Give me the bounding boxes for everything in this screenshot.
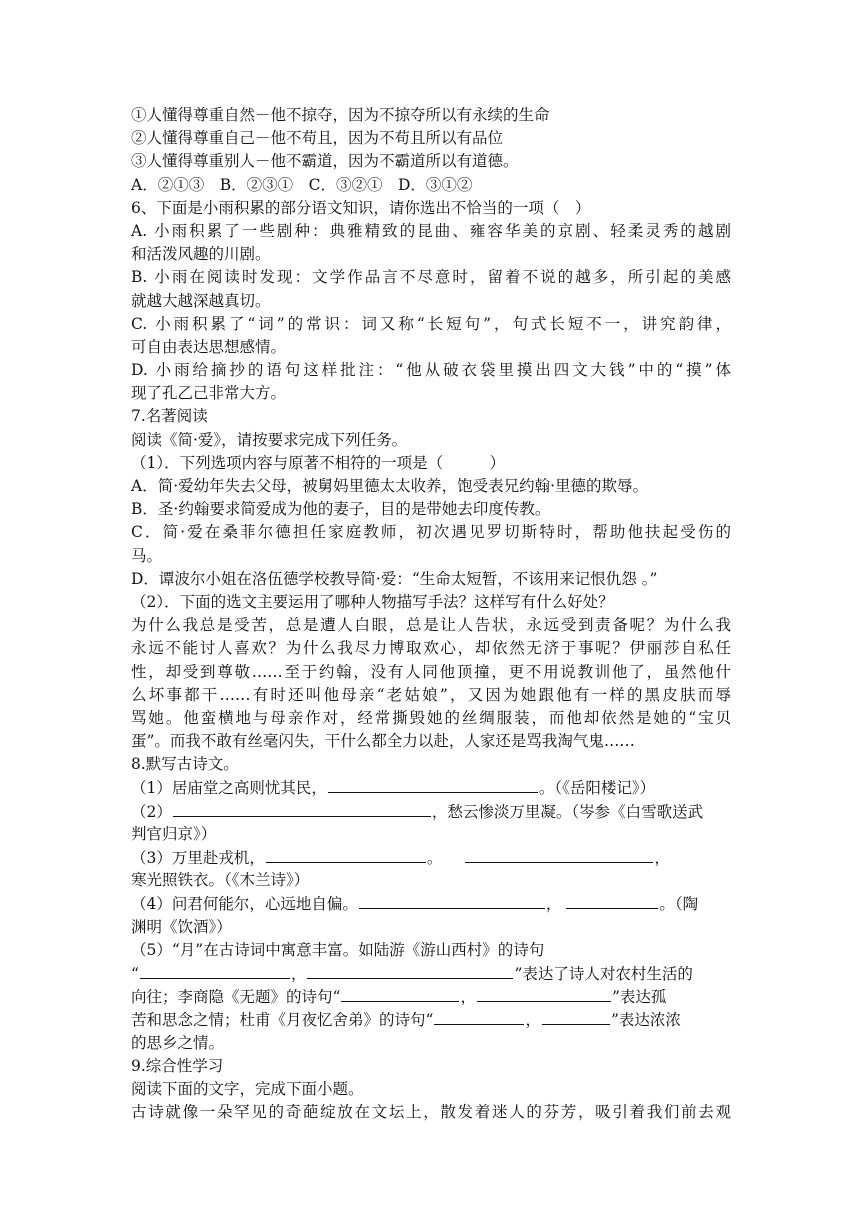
q7-passage-line: 蛋”。而我不敢有丝毫闪失，干什么都全力以赴，人家还是骂我淘气鬼……	[131, 732, 635, 751]
answer-blank[interactable]	[359, 892, 545, 909]
answer-blank[interactable]	[328, 776, 538, 793]
q8-item-5-line-3	[131, 985, 731, 1008]
q6-option-d-cont: 现了孔乙己非常大方。	[131, 384, 287, 403]
q7-passage-line: 永远不能讨人喜欢？为什么我尽力博取欢心，却依然无济于事呢？伊丽莎自私任	[131, 639, 731, 658]
q7-option-c: C．简·爱在桑菲尔德担任家庭教师，初次遇见罗切斯特时，帮助他扶起受伤的	[131, 523, 731, 542]
q6-stem: 6、下面是小雨积累的部分语文知识，请你选出不恰当的一项（ ）	[131, 198, 591, 217]
q8-item-2-source: 判官归京》）	[131, 824, 217, 843]
q7-passage-line: 骂她。他蛮横地与母亲作对，经常撕毁她的丝绸服装，而他却依然是她的“宝贝	[131, 708, 731, 727]
q9-text: 古诗就像一朵罕见的奇葩绽放在文坛上，散发着迷人的芬芳，吸引着我们前去观	[131, 1103, 731, 1122]
q8-item-3-text: （3）万里赴戎机，	[131, 849, 265, 867]
q8-item-2-label: （2）	[131, 802, 172, 821]
q6-option-b: B. 小雨在阅读时发现：文学作品言不尽意时，留着不说的越多，所引起的美感	[131, 268, 731, 287]
answer-blank[interactable]	[307, 962, 513, 979]
exam-page	[131, 104, 731, 1124]
q8-item-4	[131, 892, 731, 915]
answer-blank[interactable]	[566, 892, 658, 909]
q6-option-a-cont: 和活泼风趣的川剧。	[131, 245, 271, 264]
q8-item-1-text: （1）居庙堂之高则忧其民，	[131, 779, 327, 798]
q8-item-4-punct: ，	[545, 895, 562, 914]
q8-item-4-text: （4）问君何能尔，心远地自偏。	[131, 895, 358, 914]
q5-option-1: ①人懂得尊重自然－他不掠夺，因为不掠夺所以有永续的生命	[131, 106, 550, 124]
q8-item-3	[131, 846, 731, 869]
q8-item-4-source-cont: 渊明《饮酒》）	[131, 917, 232, 936]
q8-item-5: （5）“月”在古诗词中寓意丰富。如陆游《游山西村》的诗句	[131, 940, 545, 959]
q8-item-5-text-3: ”表达孤	[611, 988, 667, 1007]
q8-item-4-source: 。（陶	[659, 895, 699, 914]
q5-choices: A．②①③ B．②③① C．③②① D．③①②	[131, 175, 473, 194]
q8-item-5-comma: ，	[290, 964, 307, 983]
q9-intro: 阅读下面的文字，完成下面小题。	[131, 1079, 364, 1098]
q7-sub2: （2）．下面的选文主要运用了哪种人物描写手法？这样写有什么好处？	[131, 592, 614, 611]
q8-item-1-source: 。（《岳阳楼记》）	[538, 779, 656, 798]
q8-item-1	[131, 776, 731, 799]
q7-passage-line: 么坏事都干……有时还叫他母亲“老姑娘”，又因为她跟他有一样的黑皮肤而辱	[131, 685, 731, 704]
answer-blank[interactable]	[434, 1008, 524, 1025]
q8-item-2	[131, 800, 731, 823]
q8-item-5-text: ”表达了诗人对农村生活的	[514, 964, 693, 983]
q5-option-3: ③人懂得尊重别人－他不霸道，因为不霸道所以有道德。	[131, 152, 519, 171]
q9-title: 9.综合性学习	[131, 1056, 224, 1075]
q7-passage-line: 为什么我总是受苦，总是遭人白眼，总是让人告状，永远受到责备呢？为什么我	[131, 616, 731, 635]
answer-blank[interactable]	[140, 962, 290, 979]
q8-item-3-punct: 。	[426, 849, 443, 867]
q7-title: 7.名著阅读	[131, 407, 208, 426]
q8-item-5-text-2: 向往；李商隐《无题》的诗句“	[131, 988, 341, 1007]
answer-blank[interactable]	[173, 800, 431, 817]
answer-blank[interactable]	[477, 985, 611, 1002]
q8-item-3-cont: 寒光照铁衣。（《木兰诗》）	[131, 871, 310, 890]
q8-item-5-quote-open: “	[131, 964, 139, 983]
q7-option-d: D．谭波尔小姐在洛伍德学校教导简·爱：“生命太短暂，不该用来记恨仇怨 。”	[131, 569, 658, 588]
q8-item-5-comma-3: ，	[525, 1011, 541, 1030]
q8-item-5-comma-2: ，	[460, 988, 476, 1007]
q6-option-c: C. 小雨积累了“词”的常识：词又称“长短句”，句式长短不一，讲究韵律，	[131, 314, 731, 333]
q8-item-3-punct-2: ，	[654, 849, 670, 867]
answer-blank[interactable]	[465, 846, 653, 863]
q8-item-5-line-2	[131, 962, 731, 985]
answer-blank[interactable]	[542, 1008, 610, 1025]
q6-option-a: A. 小雨积累了一些剧种：典雅精致的昆曲、雍容华美的京剧、轻柔灵秀的越剧	[131, 221, 731, 240]
q6-option-b-cont: 就越大越深越真切。	[131, 291, 271, 310]
q7-option-c-cont: 马。	[131, 546, 163, 565]
q6-option-c-cont: 可自由表达思想感情。	[131, 337, 287, 356]
q7-intro: 阅读《简·爱》，请按要求完成下列任务。	[131, 430, 408, 449]
q8-item-5-line-4	[131, 1008, 731, 1031]
answer-blank[interactable]	[266, 846, 426, 863]
answer-blank[interactable]	[341, 985, 459, 1002]
q8-item-5-text-5: ”表达浓浓	[610, 1011, 681, 1030]
q7-passage-line: 性，却受到尊敬……至于约翰，没有人同他顶撞，更不用说教训他了，虽然他什	[131, 662, 731, 681]
q7-sub1: （1）．下列选项内容与原著不相符的一项是（ ）	[131, 453, 506, 472]
q8-item-5-text-4: 苦和思念之情；杜甫《月夜忆舍弟》的诗句“	[131, 1011, 434, 1030]
q8-title: 8.默写古诗文。	[131, 755, 239, 774]
q8-item-2-text: ，愁云惨淡万里凝。（岑参《白雪歌送武	[431, 802, 704, 821]
q7-option-b: B．圣·约翰要求简爱成为他的妻子，目的是带她去印度传教。	[131, 500, 551, 519]
q5-option-2: ②人懂得尊重自己－他不苟且，因为不苟且所以有品位	[131, 129, 504, 148]
q8-item-5-line-5: 的思乡之情。	[131, 1033, 225, 1052]
q7-option-a: A．简·爱幼年失去父母，被舅妈里德太太收养，饱受表兄约翰·里德的欺辱。	[131, 477, 649, 495]
q6-option-d: D. 小雨给摘抄的语句这样批注：“他从破衣袋里摸出四文大钱”中的“摸”体	[131, 361, 731, 380]
